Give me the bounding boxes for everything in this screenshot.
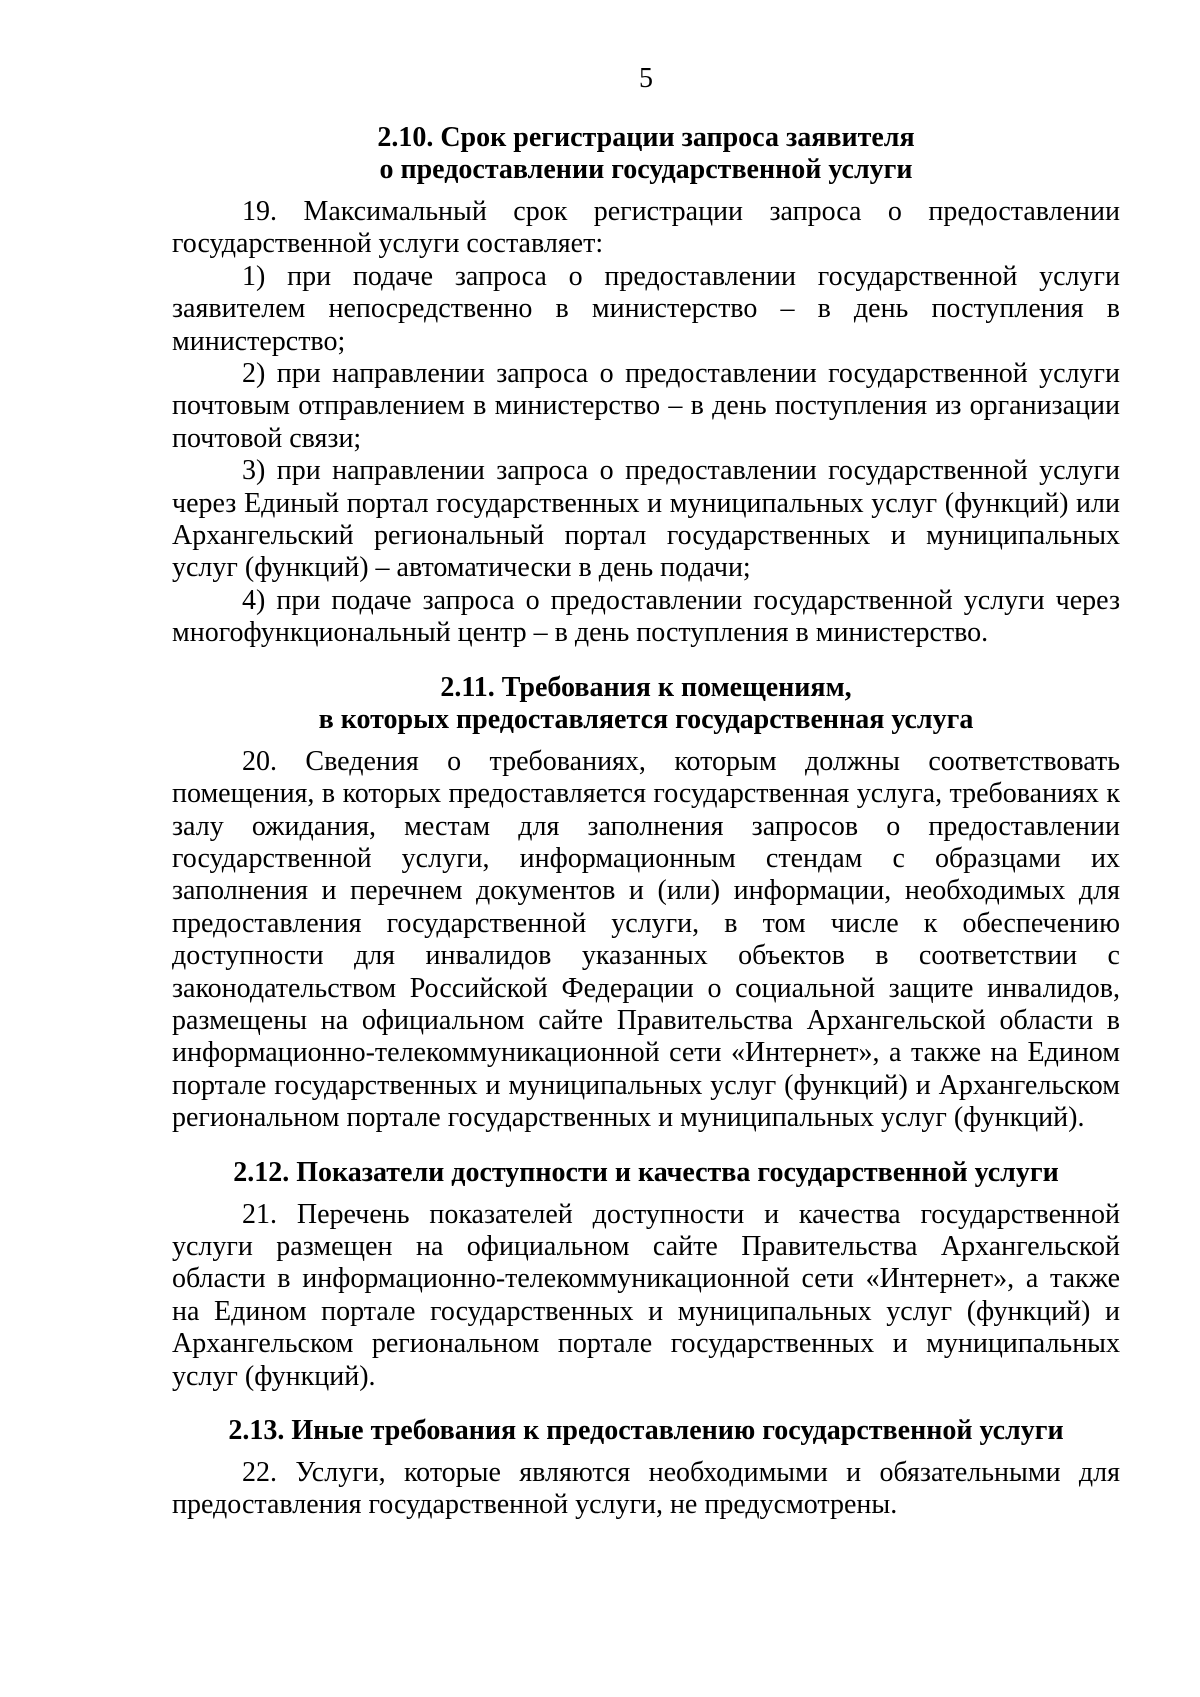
section-2-12	[172, 1157, 1120, 1393]
section-2-13	[172, 1415, 1120, 1522]
heading-line: 2.12. Показатели доступности и качества государственной услуги	[233, 1156, 1059, 1188]
paragraph: 19. Максимальный срок регистрации запроса о предоставлении государственной услуги составляет:	[172, 196, 1120, 260]
heading-line: 2.11. Требования к помещениям,	[440, 671, 852, 703]
paragraph: 3) при направлении запроса о предоставлении государственной услуги через Единый портал государственных и муниципальных услуг (функций) или Архангельский региональный портал государственных и муниципальных услуг (функций) – автоматически в день подачи;	[172, 455, 1120, 584]
document-page	[172, 62, 1120, 1544]
heading-line: 2.13. Иные требования к предоставлению государственной услуги	[228, 1415, 1064, 1446]
section-heading	[172, 122, 1120, 186]
section-heading	[172, 1415, 1120, 1447]
paragraph: 22. Услуги, которые являются необходимыми и обязательными для предоставления государственной услуги, не предусмотрены.	[172, 1457, 1120, 1521]
section-heading	[172, 1157, 1120, 1189]
page-number: 5	[639, 63, 653, 94]
paragraph: 2) при направлении запроса о предоставлении государственной услуги почтовым отправлением в министерство – в день поступления из организации почтовой связи;	[172, 358, 1120, 454]
paragraph: 21. Перечень показателей доступности и качества государственной услуги размещен на официальном сайте Правительства Архангельской области в информационно-телекоммуникационной сети «Интернет», а также на Едином портале государственных и муниципальных услуг (функций) и Архангельском региональном портале государственных и муниципальных услуг (функций).	[172, 1198, 1120, 1392]
paragraph: 4) при подаче запроса о предоставлении государственной услуги через многофункциональный центр – в день поступления в министерство.	[172, 584, 1120, 649]
paragraph: 20. Сведения о требованиях, которым должны соответствовать помещения, в которых предоставляется государственная услуга, требованиях к залу ожидания, местам для заполнения запросов о предоставлении государственной услуги, информационным стендам с образцами их заполнения и перечнем документов и (или) информации, необходимых для предоставления государственной услуги, в том числе к обеспечению доступности для инвалидов указанных объектов в соответствии с законодательством Российской Федерации о социальной защите инвалидов, размещены на официальном сайте Правительства Архангельской области в информационно-телекоммуникационной сети «Интернет», а также на Едином портале государственных и муниципальных услуг (функций) и Архангельском региональном портале государственных и муниципальных услуг (функций).	[172, 745, 1120, 1134]
paragraph: 1) при подаче запроса о предоставлении государственной услуги заявителем непосредственно в министерство – в день поступления в министерство;	[172, 260, 1120, 357]
section-2-11	[172, 672, 1120, 1135]
section-2-10	[172, 122, 1120, 650]
heading-line: 2.10. Срок регистрации запроса заявителя	[377, 122, 915, 153]
heading-line: о предоставлении государственной услуги	[379, 154, 913, 185]
heading-line: в которых предоставляется государственная услуга	[318, 703, 974, 735]
section-heading	[172, 672, 1120, 736]
